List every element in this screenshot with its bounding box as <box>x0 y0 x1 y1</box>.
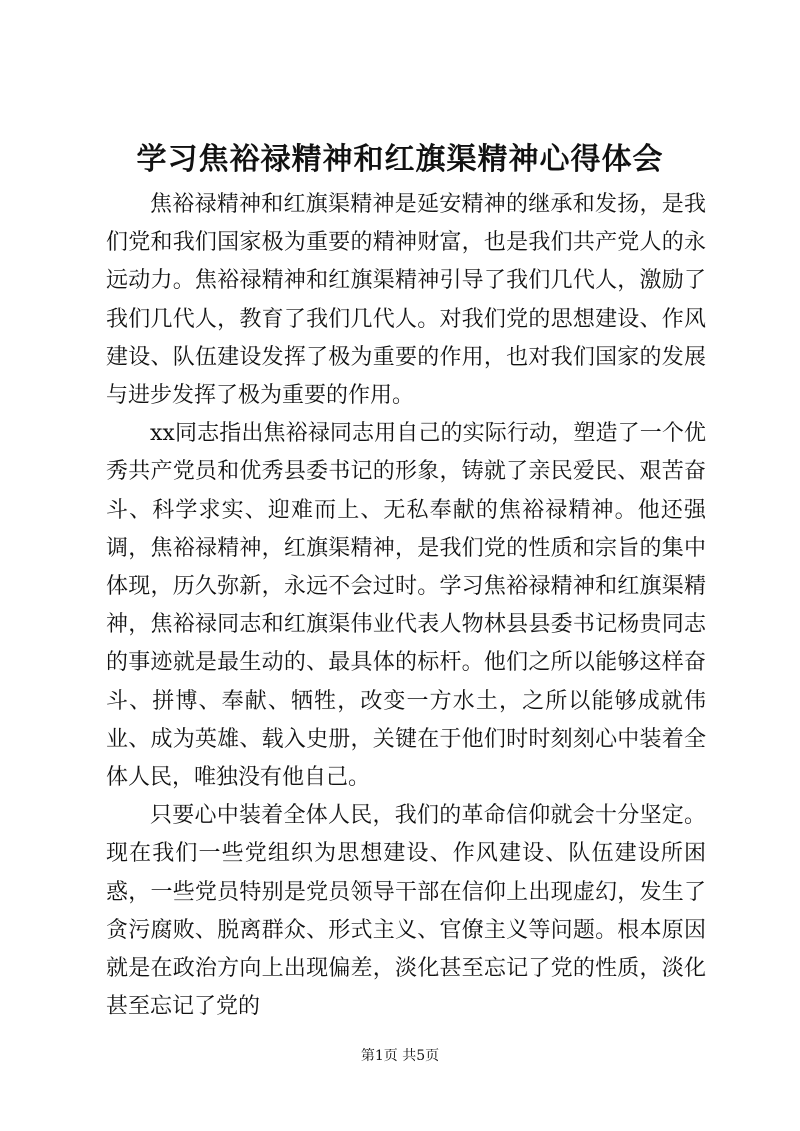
document-body <box>106 186 706 1026</box>
paragraph-3: 只要心中装着全体人民，我们的革命信仰就会十分坚定。现在我们一些党组织为思想建设、作风建设、队伍建设所困惑，一些党员特别是党员领导干部在信仰上出现虚幻，发生了贪污腐败、脱离群众、形式主义、官僚主义等问题。根本原因就是在政治方向上出现偏差，淡化甚至忘记了党的性质，淡化甚至忘记了党的 <box>106 803 706 1020</box>
paragraph-2: xx同志指出焦裕禄同志用自己的实际行动，塑造了一个优秀共产党员和优秀县委书记的形象，铸就了亲民爱民、艰苦奋斗、科学求实、迎难而上、无私奉献的焦裕禄精神。他还强调，焦裕禄精神，红旗渠精神，是我们党的性质和宗旨的集中体现，历久弥新，永远不会过时。学习焦裕禄精神和红旗渠精神，焦裕禄同志和红旗渠伟业代表人物林县县委书记杨贵同志的事迹就是最生动的、最具体的标杆。他们之所以能够这样奋斗、拼博、奉献、牺牲，改变一方水土，之所以能够成就伟业、成为英雄、载入史册，关键在于他们时时刻刻心中装着全体人民，唯独没有他自己。 <box>106 421 706 791</box>
page-footer: 第1页 共5页 <box>360 1048 440 1064</box>
document-title: 学习焦裕禄精神和红旗渠精神心得体会 <box>136 142 664 177</box>
paragraph-1: 焦裕禄精神和红旗渠精神是延安精神的继承和发扬，是我们党和我们国家极为重要的精神财富，也是我们共产党人的永远动力。焦裕禄精神和红旗渠精神引导了我们几代人，激励了我们几代人，教育了我们几代人。对我们党的思想建设、作风建设、队伍建设发挥了极为重要的作用，也对我们国家的发展与进步发挥了极为重要的作用。 <box>106 192 706 409</box>
